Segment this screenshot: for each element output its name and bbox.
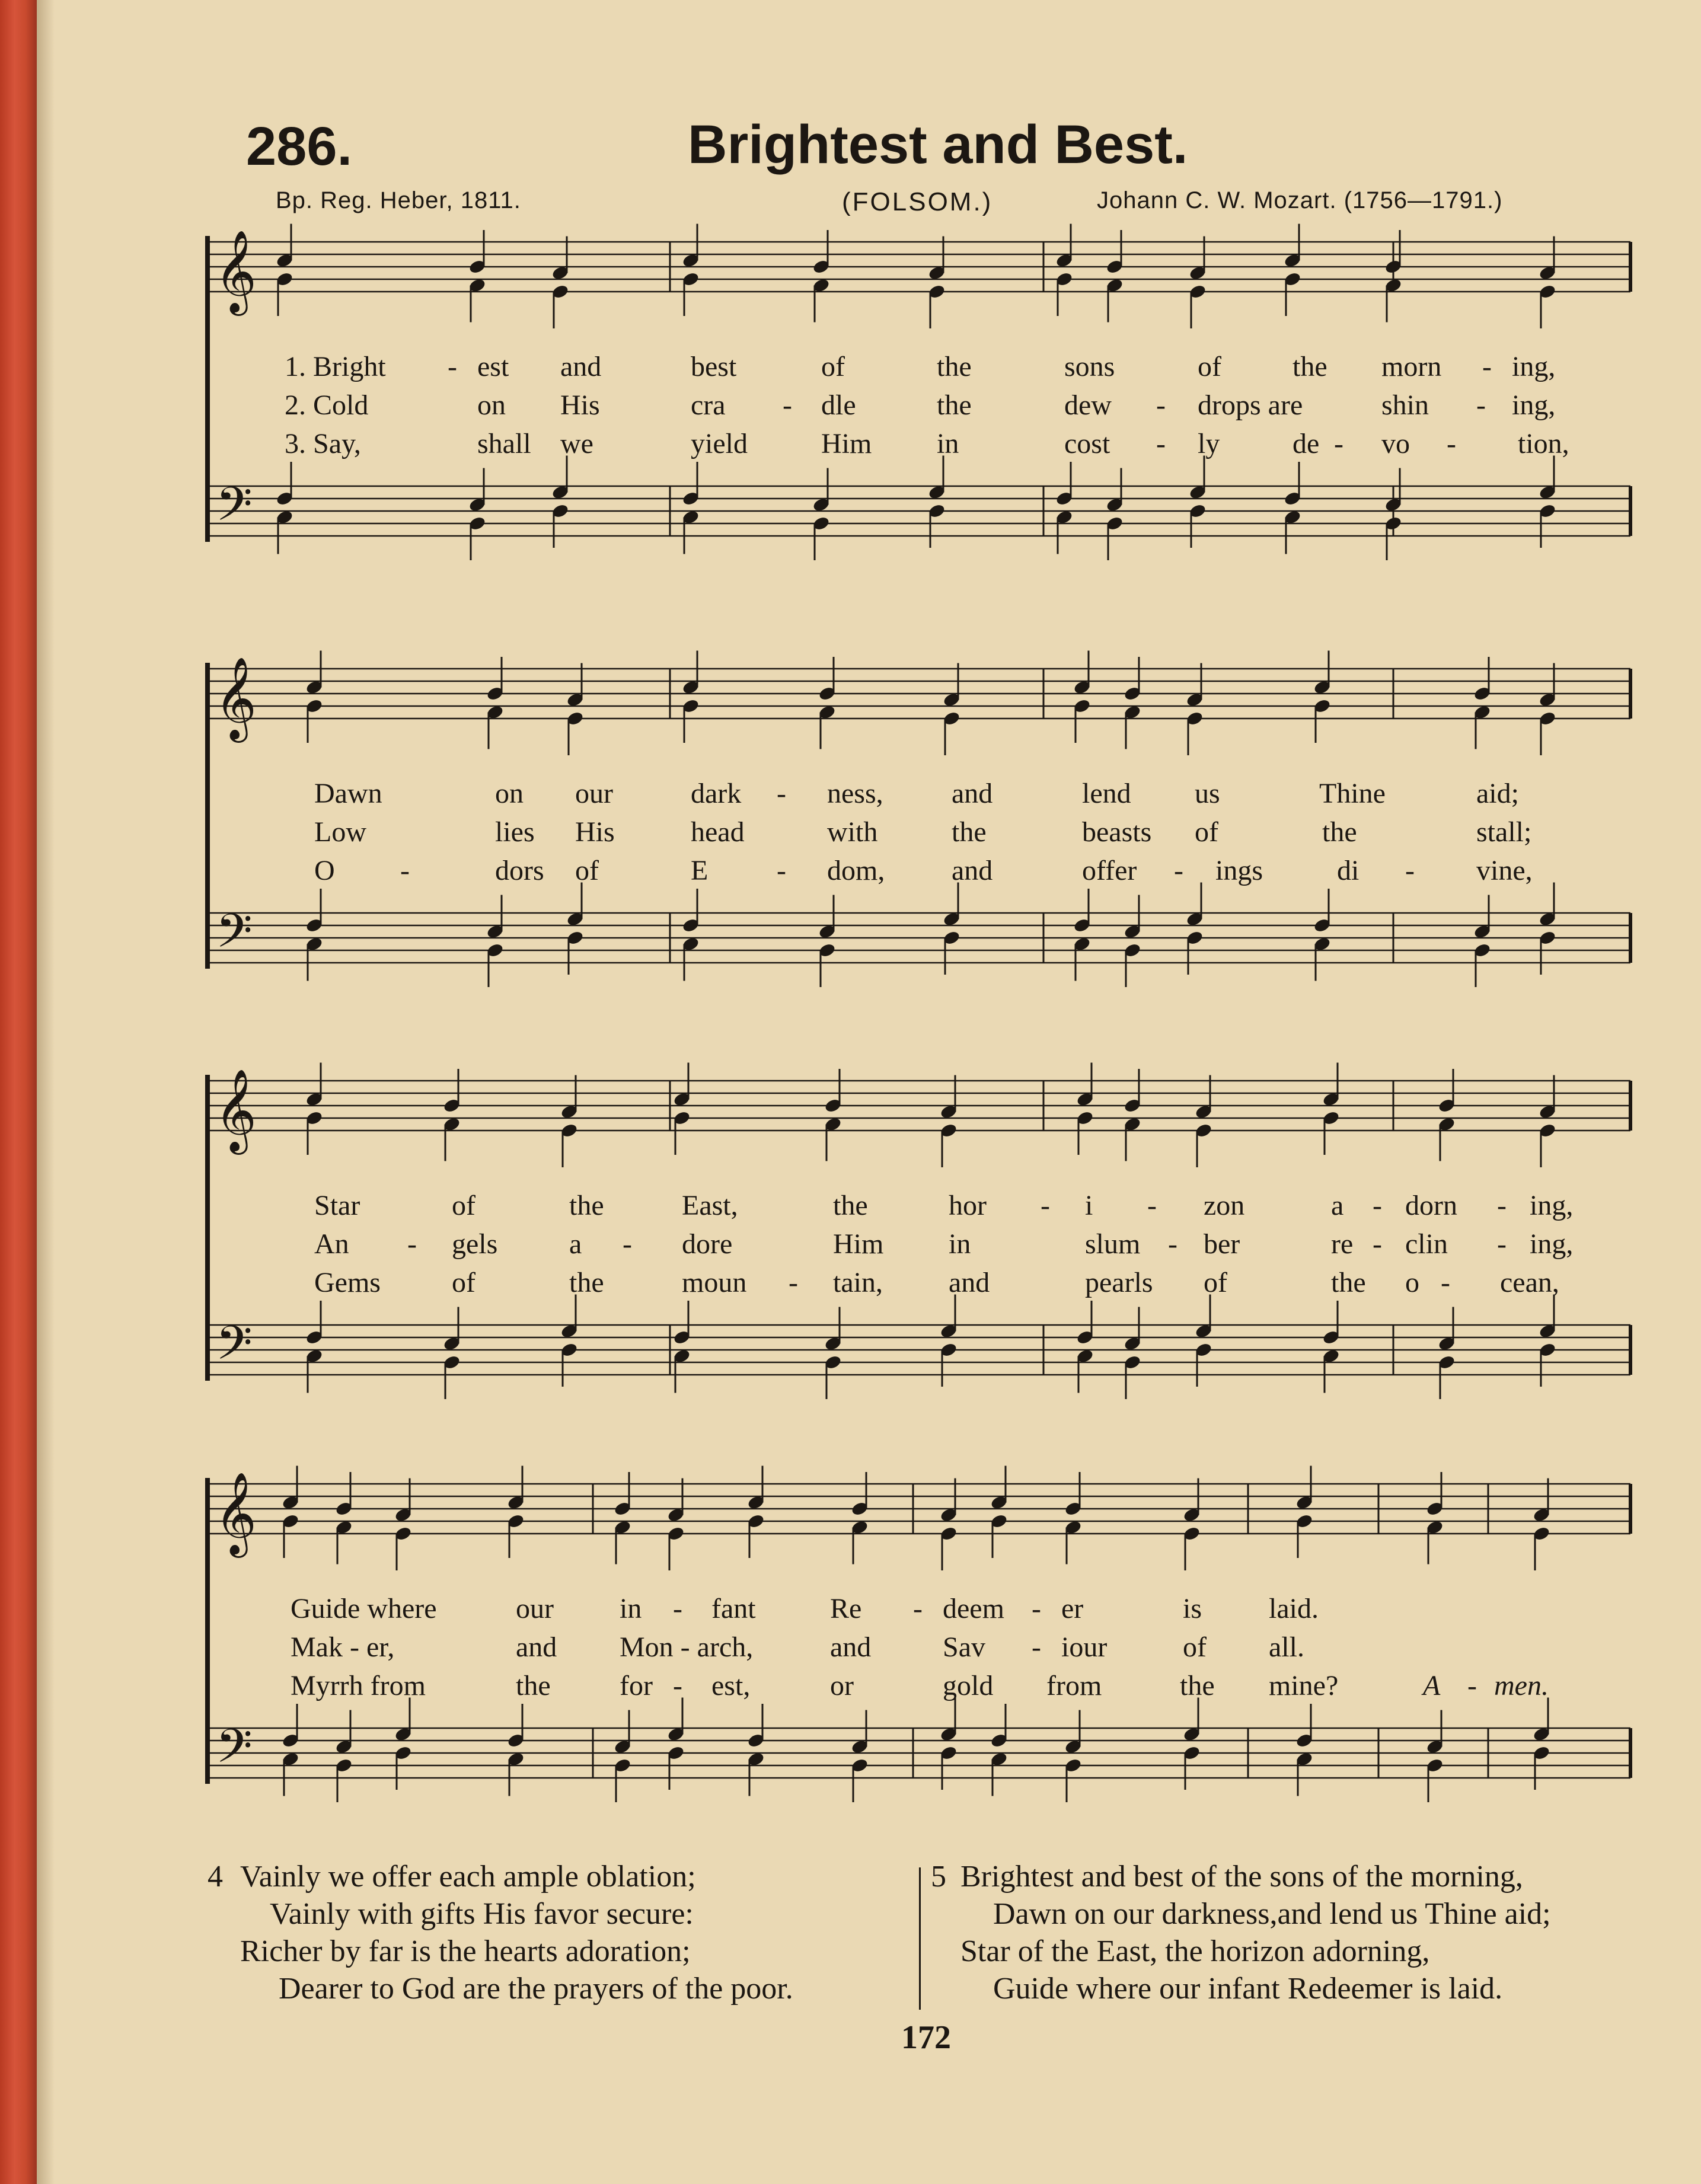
lyric-word: - (623, 1228, 632, 1260)
verse-5-line-3: Star of the East, the horizon adorning, (960, 1934, 1430, 1968)
lyric-word: Him (821, 428, 872, 459)
lyric-word: - (783, 389, 792, 421)
lyric-word: the (1331, 1267, 1366, 1298)
lyric-word: ber (1204, 1228, 1240, 1260)
lyric-word: the (569, 1267, 604, 1298)
lyric-word: of (1204, 1267, 1227, 1298)
verse-5-line-2: Dawn on our darkness,and lend us Thine aid; (993, 1897, 1551, 1931)
lyric-word: Star (314, 1190, 360, 1221)
lyric-word: our (575, 778, 613, 809)
lyric-word: re (1331, 1228, 1354, 1260)
lyric-word: East, (682, 1190, 738, 1221)
lyric-word: is (1183, 1593, 1202, 1624)
lyric-word: lend (1082, 778, 1131, 809)
lyric-word: - (1168, 1228, 1177, 1260)
lyric-word: us (1195, 778, 1220, 809)
page-number: 172 (901, 2019, 951, 2056)
lyric-word: a (569, 1228, 582, 1260)
lyric-word: dew (1064, 389, 1112, 421)
lyric-word: of (1195, 816, 1218, 848)
lyric-word: - (673, 1593, 682, 1624)
score-system-3 (208, 1069, 1636, 1455)
treble-clef-icon: 𝄞 (215, 230, 257, 312)
hymn-composer: Johann C. W. Mozart. (1756—1791.) (1097, 187, 1503, 213)
lyric-word: - (777, 778, 786, 809)
extra-verses (208, 1861, 1636, 2016)
bass-clef-icon: 𝄢 (216, 1315, 253, 1382)
lyric-word: on (477, 389, 506, 421)
hymn-title: Brightest and Best. (688, 114, 1188, 175)
lyric-word: dom, (827, 855, 885, 886)
lyric-word: er (1061, 1593, 1084, 1624)
lyric-word: vo (1381, 428, 1410, 459)
lyric-word: ing, (1512, 351, 1556, 382)
lyric-word: aid; (1476, 778, 1519, 809)
lyric-word: est (477, 351, 509, 382)
lyric-word: - (1373, 1228, 1382, 1260)
lyric-word: on (495, 778, 524, 809)
hymn-number: 286. (246, 116, 353, 177)
lyric-word: Dawn (314, 778, 382, 809)
lyric-word: tion, (1518, 428, 1569, 459)
lyric-word: - (1447, 428, 1456, 459)
lyric-word: ing, (1512, 389, 1556, 421)
lyric-word: dle (821, 389, 856, 421)
lyric-word: ing, (1530, 1228, 1574, 1260)
lyric-word: Thine (1319, 778, 1386, 809)
lyric-word: Him (833, 1228, 884, 1260)
verse-4-line-3: Richer by far is the hearts adoration; (240, 1934, 691, 1968)
lyric-word: and (952, 778, 993, 809)
lyric-word: - (913, 1593, 923, 1624)
lyric-word: our (516, 1593, 554, 1624)
lyric-word: Guide where (291, 1593, 437, 1624)
lyric-word: of (1183, 1631, 1207, 1663)
treble-clef-icon: 𝄞 (215, 1069, 257, 1151)
bass-clef-icon: 𝄢 (216, 477, 253, 543)
lyric-word: Sav (943, 1631, 985, 1663)
lyric-word: 3. Say, (285, 428, 361, 459)
verse-5-number: 5 (931, 1860, 946, 1894)
lyric-word: of (452, 1267, 475, 1298)
lyric-word: gold (943, 1670, 994, 1701)
lyric-word: ings (1215, 855, 1263, 886)
staff-lines (208, 1472, 1636, 1859)
lyric-word: - (1405, 855, 1415, 886)
hymn-author: Bp. Reg. Heber, 1811. (276, 187, 521, 213)
lyric-word: Mak - er, (291, 1631, 395, 1663)
hymn-tune-name: (FOLSOM.) (842, 187, 993, 216)
lyric-word: Gems (314, 1267, 381, 1298)
lyric-word: iour (1061, 1631, 1108, 1663)
lyric-word: 1. Bright (285, 351, 386, 382)
verse-5-line-4: Guide where our infant Redeemer is laid. (993, 1972, 1503, 2006)
bass-clef-icon: 𝄢 (216, 1719, 253, 1785)
lyric-word: the (516, 1670, 551, 1701)
lyric-word: - (1032, 1593, 1041, 1624)
lyric-word: beasts (1082, 816, 1152, 848)
lyric-word: the (952, 816, 987, 848)
lyric-word: ing, (1530, 1190, 1574, 1221)
verse-4-line-2: Vainly with gifts His favor secure: (270, 1897, 694, 1931)
lyric-word: stall; (1476, 816, 1532, 848)
lyric-word: and (560, 351, 602, 382)
lyric-word: - (1147, 1190, 1157, 1221)
lyric-word: of (1198, 351, 1221, 382)
lyric-word: lies (495, 816, 535, 848)
lyric-word: a (1331, 1190, 1344, 1221)
lyric-word: with (827, 816, 878, 848)
lyric-word: - (1174, 855, 1183, 886)
lyric-word: in (949, 1228, 971, 1260)
lyric-word: cost (1064, 428, 1110, 459)
lyric-word: Low (314, 816, 366, 848)
lyric-word: vine, (1476, 855, 1533, 886)
lyric-word: of (575, 855, 599, 886)
verse-4-line-1: Vainly we offer each ample oblation; (240, 1860, 696, 1894)
score-system-2 (208, 657, 1636, 1043)
amen-word: A (1423, 1670, 1441, 1701)
lyric-word: An (314, 1228, 349, 1260)
lyric-word: best (691, 351, 737, 382)
lyric-word: deem (943, 1593, 1004, 1624)
lyric-word: sons (1064, 351, 1115, 382)
lyric-word: Myrrh from (291, 1670, 426, 1701)
lyric-word: the (833, 1190, 868, 1221)
lyric-word: the (569, 1190, 604, 1221)
lyric-word: - (1497, 1228, 1507, 1260)
lyric-word: gels (452, 1228, 498, 1260)
lyric-word: the (1292, 351, 1327, 382)
lyric-word: pearls (1085, 1267, 1153, 1298)
lyric-word: from (1046, 1670, 1102, 1701)
lyric-word: clin (1405, 1228, 1448, 1260)
book-spine (0, 0, 37, 2184)
staff-lines (208, 657, 1636, 1043)
lyric-word: - (1032, 1631, 1041, 1663)
lyric-word: laid. (1269, 1593, 1319, 1624)
lyric-word: the (937, 351, 972, 382)
amen-word: - (1467, 1670, 1477, 1701)
lyric-word: of (821, 351, 845, 382)
verse-4-number: 4 (208, 1860, 223, 1894)
lyric-word: shin (1381, 389, 1429, 421)
lyric-word: and (516, 1631, 557, 1663)
lyric-word: ness, (827, 778, 883, 809)
lyric-word: dorn (1405, 1190, 1457, 1221)
lyric-word: O (314, 855, 335, 886)
lyric-word: - (789, 1267, 798, 1298)
lyric-word: mine? (1269, 1670, 1339, 1701)
lyric-word: - (407, 1228, 417, 1260)
lyric-word: we (560, 428, 593, 459)
lyric-word: E (691, 855, 709, 886)
lyric-word: i (1085, 1190, 1093, 1221)
lyric-word: - (400, 855, 410, 886)
treble-clef-icon: 𝄞 (215, 1472, 257, 1554)
lyric-word: - (1041, 1190, 1050, 1221)
lyric-word: slum (1085, 1228, 1141, 1260)
lyric-word: ly (1198, 428, 1220, 459)
verse-4-line-4: Dearer to God are the prayers of the poor. (279, 1972, 793, 2006)
lyric-word: Mon - arch, (620, 1631, 754, 1663)
lyric-word: in (937, 428, 959, 459)
lyric-word: or (830, 1670, 854, 1701)
spine-shadow (37, 0, 55, 2184)
lyric-word: - (1482, 351, 1492, 382)
lyric-word: - (673, 1670, 682, 1701)
lyric-word: - (1156, 428, 1166, 459)
lyric-word: - (1497, 1190, 1507, 1221)
staff-lines (208, 1069, 1636, 1455)
lyric-word: and (952, 855, 993, 886)
lyric-word: - (1334, 428, 1343, 459)
lyric-word: head (691, 816, 745, 848)
lyric-word: all. (1269, 1631, 1304, 1663)
treble-clef-icon: 𝄞 (215, 657, 257, 739)
bass-clef-icon: 𝄢 (216, 903, 253, 970)
lyric-word: of (452, 1190, 475, 1221)
lyric-word: - (1156, 389, 1166, 421)
lyric-word: Re (830, 1593, 862, 1624)
lyric-word: offer (1082, 855, 1137, 886)
lyric-word: dark (691, 778, 742, 809)
lyric-word: dore (682, 1228, 733, 1260)
lyric-word: and (949, 1267, 990, 1298)
score-system-1 (208, 230, 1636, 617)
verse-divider (919, 1867, 921, 2010)
lyric-word: the (1180, 1670, 1215, 1701)
lyric-word: 2. Cold (285, 389, 369, 421)
lyric-word: - (448, 351, 457, 382)
lyric-word: cra (691, 389, 726, 421)
lyric-word: o (1405, 1267, 1419, 1298)
lyric-word: zon (1204, 1190, 1245, 1221)
lyric-word: in (620, 1593, 642, 1624)
lyric-word: drops are (1198, 389, 1303, 421)
lyric-word: cean, (1500, 1267, 1559, 1298)
lyric-word: est, (711, 1670, 751, 1701)
staff-lines (208, 230, 1636, 617)
lyric-word: and (830, 1631, 872, 1663)
lyric-word: the (1322, 816, 1357, 848)
lyric-word: hor (949, 1190, 987, 1221)
lyric-word: the (937, 389, 972, 421)
lyric-word: - (1476, 389, 1486, 421)
verse-5-line-1: Brightest and best of the sons of the morning, (960, 1860, 1523, 1894)
lyric-word: moun (682, 1267, 747, 1298)
lyric-word: de (1292, 428, 1320, 459)
lyric-word: for (620, 1670, 653, 1701)
lyric-word: fant (711, 1593, 756, 1624)
lyric-word: - (777, 855, 786, 886)
lyric-word: morn (1381, 351, 1442, 382)
lyric-word: shall (477, 428, 531, 459)
lyric-word: yield (691, 428, 748, 459)
lyric-word: His (575, 816, 615, 848)
lyric-word: dors (495, 855, 544, 886)
lyric-word: His (560, 389, 600, 421)
lyric-word: di (1337, 855, 1359, 886)
score-system-4 (208, 1472, 1636, 1859)
lyric-word: - (1373, 1190, 1382, 1221)
lyric-word: - (1441, 1267, 1450, 1298)
amen-word: men. (1494, 1670, 1549, 1701)
lyric-word: tain, (833, 1267, 883, 1298)
